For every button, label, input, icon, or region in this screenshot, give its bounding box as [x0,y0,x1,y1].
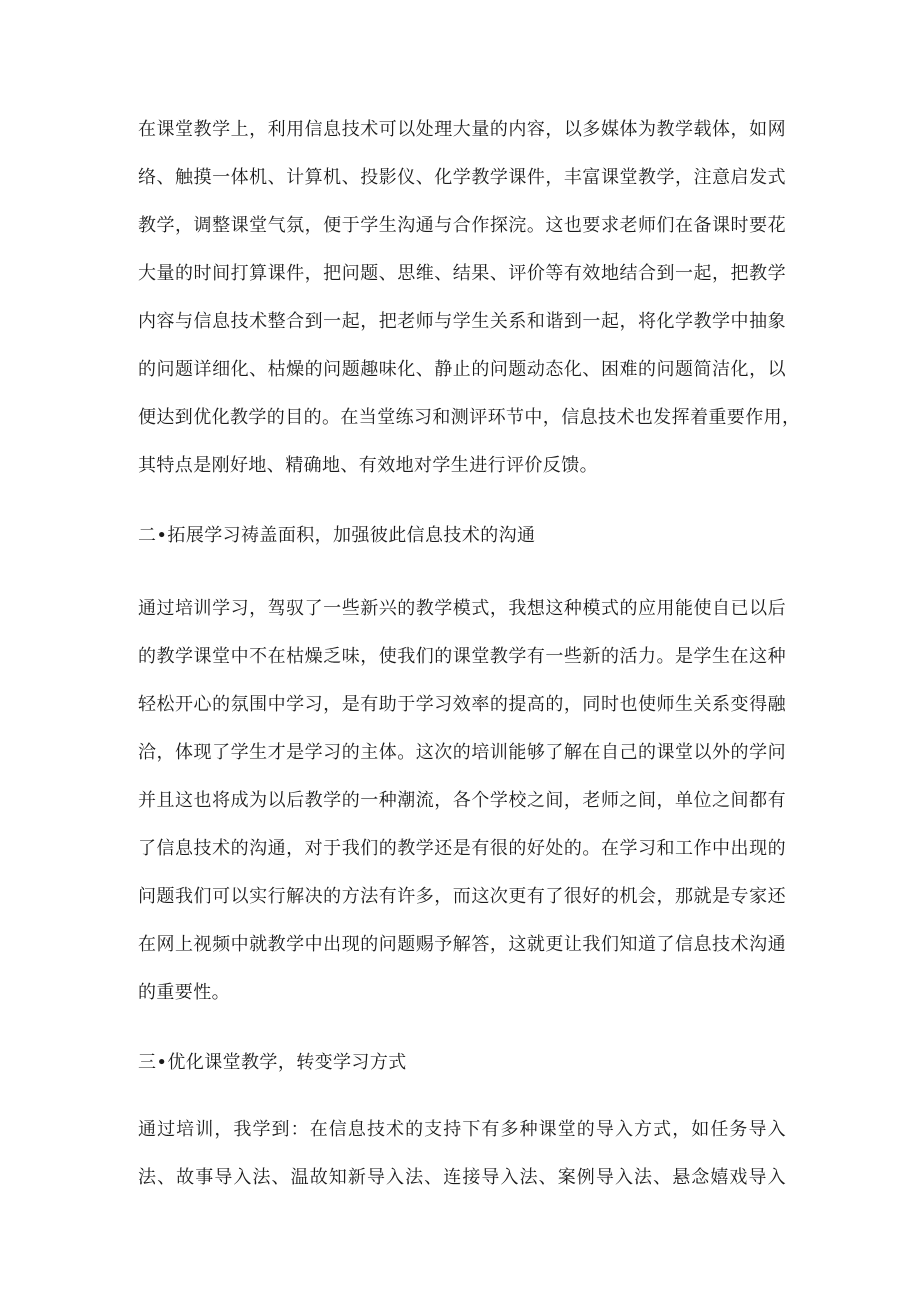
paragraph-3-line: 法、故事导入法、温故知新导入法、连接导入法、案例导入法、悬念嬉戏导入 [138,1167,786,1188]
paragraph-2-line: 问题我们可以实行解决的方法有许多，而这次更有了很好的机会，那就是专家还 [138,886,786,907]
paragraph-2-line: 通过培训学习，驾驭了一些新兴的教学模式，我想这种模式的应用能使自已以后 [138,598,786,619]
paragraph-2-line: 的教学课堂中不在枯燥乏味，使我们的课堂教学有一些新的活力。是学生在这种 [138,646,786,667]
paragraph-1-line: 在课堂教学上，利用信息技术可以处理大量的内容，以多媒体为教学载体，如网 [138,119,786,140]
heading-text: 三•优化课堂教学，转变学习方式 [138,1052,407,1073]
paragraph-2-line: 洽，体现了学生才是学习的主体。这次的培训能够了解在自己的课堂以外的学问 [138,742,786,763]
paragraph-1-line: 便达到优化教学的目的。在当堂练习和测评环节中，信息技术也发挥着重要作用， [138,407,801,428]
paragraph-1-line: 内容与信息技术整合到一起，把老师与学生关系和谐到一起，将化学教学中抽象 [138,311,786,332]
paragraph-2-line: 的重要性。 [138,982,230,1003]
paragraph-1-line: 的问题详细化、枯燥的问题趣味化、静止的问题动态化、困难的问题简洁化，以 [138,359,786,380]
paragraph-2-line: 在网上视频中就教学中出现的问题赐予解答，这就更让我们知道了信息技术沟通 [138,934,786,955]
paragraph-1-line: 络、触摸一体机、计算机、投影仪、化学教学课件，丰富课堂教学，注意启发式 [138,167,786,188]
paragraph-2-line: 轻松开心的氛围中学习，是有助于学习效率的提高的，同时也使师生关系变得融 [138,694,786,715]
paragraph-1-line: 大量的时间打算课件，把问题、思维、结果、评价等有效地结合到一起，把教学 [138,263,786,284]
paragraph-2-line: 并且这也将成为以后教学的一种潮流，各个学校之间，老师之间，单位之间都有 [138,790,786,811]
paragraph-2-line: 了信息技术的沟通，对于我们的教学还是有很的好处的。在学习和工作中出现的 [138,838,786,859]
paragraph-1-line: 其特点是刚好地、精确地、有效地对学生进行评价反馈。 [138,455,598,476]
heading-text: 二•拓展学习祷盖面积，加强彼此信息技术的沟通 [138,525,536,546]
paragraph-3-line: 通过培训，我学到：在信息技术的支持下有多种课堂的导入方式，如任务导入 [138,1119,786,1140]
paragraph-1-line: 教学，调整课堂气氛，便于学生沟通与合作探浣。这也要求老师们在备课时要花 [138,215,786,236]
